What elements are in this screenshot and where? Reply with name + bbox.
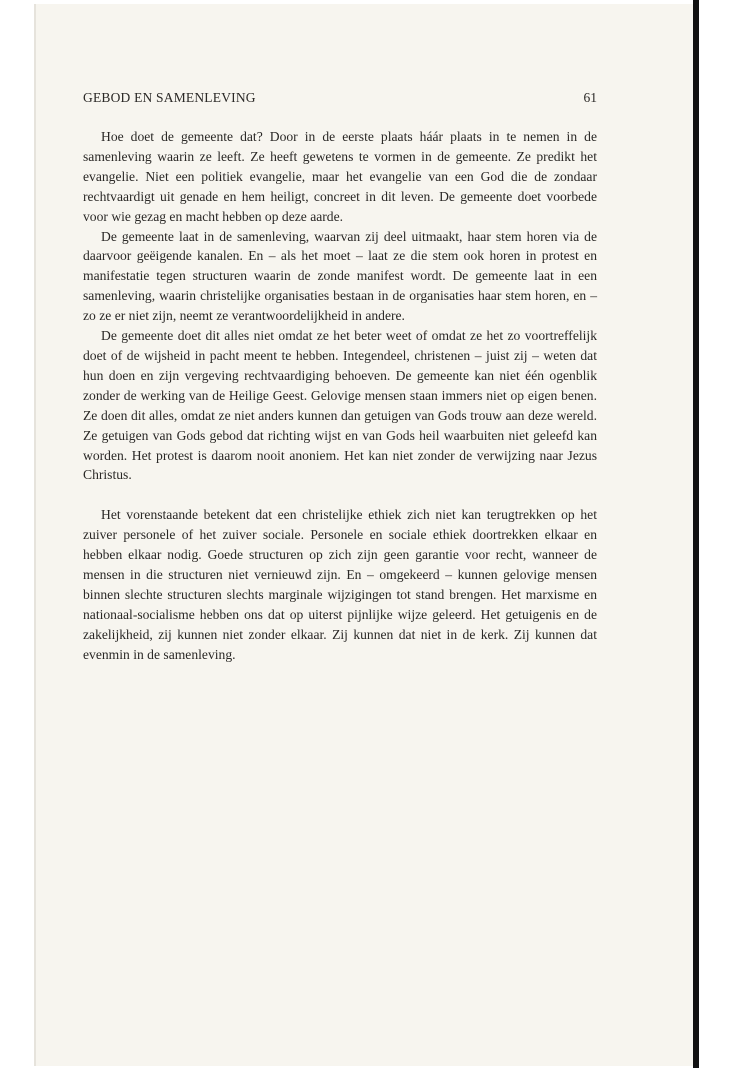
page-number: 61 — [583, 90, 597, 105]
running-title: GEBOD EN SAMENLEVING — [83, 90, 256, 105]
paragraph: Hoe doet de gemeente dat? Door in de eerste plaats háár plaats in te nemen in de samenleving waarin ze leeft. Ze heeft gewetens te vormen in de gemeente. Ze predikt het evangelie. Niet een politiek evangelie, maar het evangelie van een God die de zondaar rechtvaardigt uit genade en hem heiligt, concreet in dit leven. De gemeente doet voorbede voor wie gezag en macht hebben op deze aarde. — [83, 129, 597, 224]
paragraph: Het vorenstaande betekent dat een christelijke ethiek zich niet kan terugtrekken op het zuiver personele of het zuiver sociale. Personele en sociale ethiek doortrekken elkaar en hebben elkaar nodig. Goede structuren op zich zijn geen garantie voor recht, wanneer de mensen in die structuren niet vernieuwd zijn. En – omgekeerd – kunnen gelovige mensen binnen slechte structuren slechts marginale wijzigingen tot stand brengen. Het marxisme en nationaal-socialisme hebben ons dat op uiterst pijnlijke wijze geleerd. Het getuigenis en de zakelijkheid, zij kunnen niet zonder elkaar. Zij kunnen dat niet in de kerk. Zij kunnen dat evenmin in de samenleving. — [83, 507, 597, 662]
body-text — [83, 127, 597, 665]
paragraph: De gemeente doet dit alles niet omdat ze het beter weet of omdat ze het zo voortreffelijk doet of de wijsheid in pacht meent te hebben. Integendeel, christenen – juist zij – weten dat hun doen en zijn vergeving rechtvaardiging behoeven. De gemeente kan niet één ogenblik zonder de werking van de Heilige Geest. Gelovige mensen staan immers niet op eigen benen. Ze doen dit alles, omdat ze niet anders kunnen dan getuigen van Gods trouw aan deze wereld. Ze getuigen van Gods gebod dat richting wijst en van Gods heil waarbuiten niet geleefd kan worden. Het protest is daarom nooit anoniem. Het kan niet zonder de verwijzing naar Jezus Christus. — [83, 328, 597, 483]
running-head — [83, 90, 597, 108]
page-right-edge — [693, 0, 699, 1068]
paragraph: De gemeente laat in de samenleving, waarvan zij deel uitmaakt, haar stem horen via de daarvoor geëigende kanalen. En – als het moet – laat ze die stem ook horen in protest en manifestatie tegen structuren waarin de zonde manifest wordt. De gemeente laat in een samenleving, waarin christelijke organisaties bestaan in de organisaties haar stem horen, en – zo ze er niet zijn, neemt ze verantwoordelijkheid in andere. — [83, 228, 597, 324]
